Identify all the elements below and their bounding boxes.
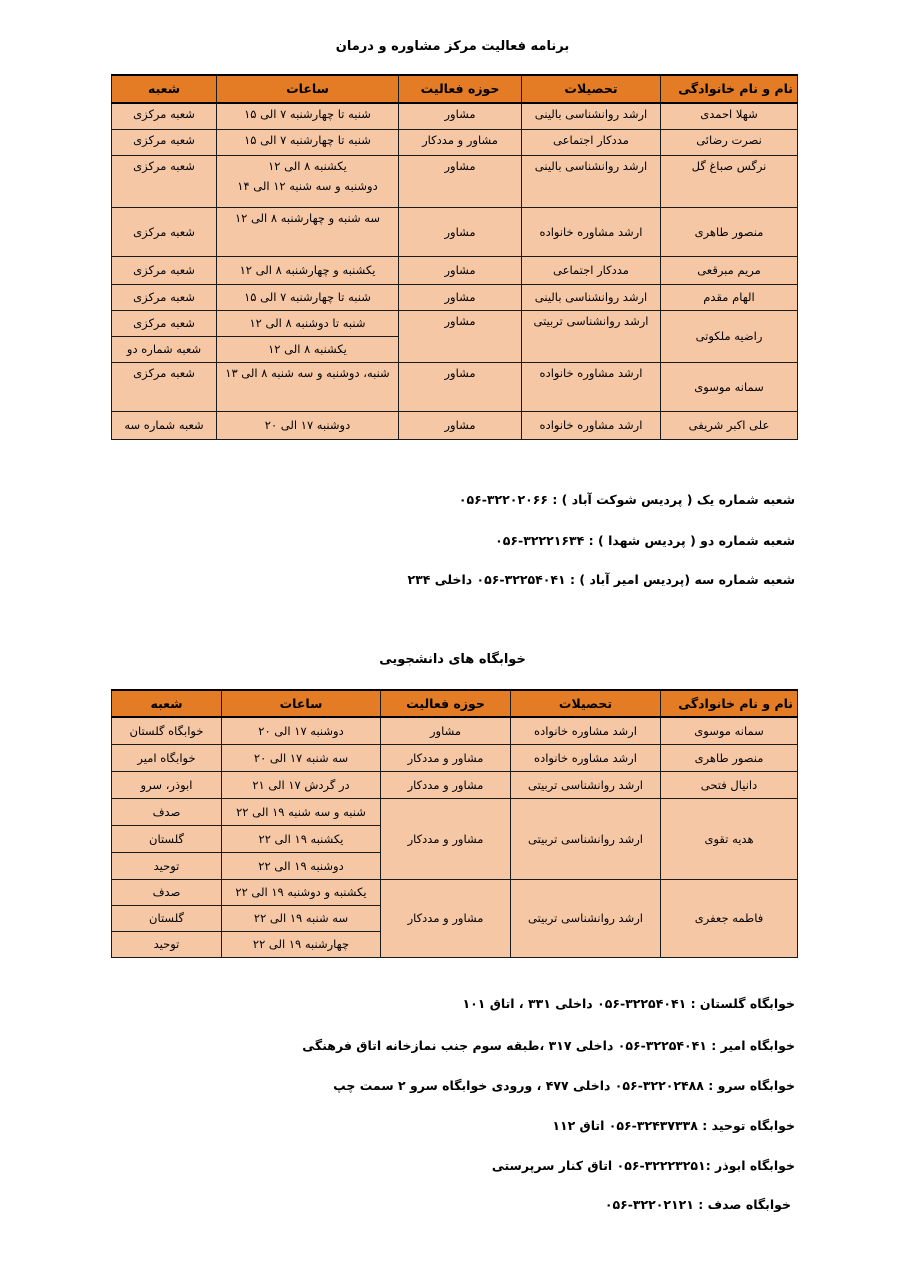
dorm-info-amir: خوابگاه امیر : ۳۲۲۵۴۰۴۱-۰۵۶ داخلی ۳۱۷ ،طبقه سوم جنب نمازخانه اتاق فرهنگی xyxy=(302,1038,795,1053)
table-row xyxy=(112,411,798,439)
cell-activity: مشاور و مددکار xyxy=(381,771,511,798)
cell-activity: مشاور xyxy=(399,362,522,411)
cell-branch: شعبه مرکزی xyxy=(112,256,217,284)
cell-branch: توحید xyxy=(112,852,222,879)
cell-education: ارشد مشاوره خانواده xyxy=(511,744,661,771)
cell-branch: گلستان xyxy=(112,905,222,931)
header-name: نام و نام خانوادگی xyxy=(661,690,798,717)
table-row xyxy=(112,717,798,744)
header-name: نام و نام خانوادگی xyxy=(661,75,798,103)
cell-hours: سه شنبه ۱۹ الی ۲۲ xyxy=(222,905,381,931)
cell-branch: شعبه مرکزی xyxy=(112,207,217,256)
cell-name: مریم مبرقعی xyxy=(661,256,798,284)
table-row xyxy=(112,362,798,411)
cell-name: الهام مقدم xyxy=(661,284,798,310)
cell-name: نصرت رضائی xyxy=(661,129,798,155)
cell-activity: مشاور و مددکار xyxy=(381,879,511,957)
cell-hours: یکشنبه ۸ الی ۱۲ xyxy=(217,336,399,362)
cell-branch: شعبه مرکزی xyxy=(112,284,217,310)
branch-info-2: شعبه شماره دو ( پردیس شهدا ) : ۳۲۲۲۱۶۳۴-۰۵۶ xyxy=(495,533,795,548)
cell-hours: شنبه تا چهارشنبه ۷ الی ۱۵ xyxy=(217,103,399,129)
cell-branch: شعبه مرکزی xyxy=(112,362,217,411)
cell-hours: چهارشنبه ۱۹ الی ۲۲ xyxy=(222,931,381,957)
table-row xyxy=(112,155,798,207)
dorms-title: خوابگاه های دانشجویی xyxy=(379,652,526,667)
cell-hours xyxy=(217,155,399,207)
cell-branch: شعبه مرکزی xyxy=(112,310,217,336)
table-row xyxy=(112,879,798,905)
cell-branch: شعبه شماره دو xyxy=(112,336,217,362)
cell-activity: مشاور و مددکار xyxy=(381,798,511,879)
cell-name: هدیه تقوی xyxy=(661,798,798,879)
cell-name: منصور طاهری xyxy=(661,207,798,256)
cell-activity: مشاور xyxy=(399,411,522,439)
cell-name: منصور طاهری xyxy=(661,744,798,771)
cell-activity: مشاور xyxy=(399,256,522,284)
dorms-table xyxy=(111,689,798,958)
cell-education: ارشد روانشناسی بالینی xyxy=(522,155,661,207)
header-hours: ساعات xyxy=(217,75,399,103)
hours-line: یکشنبه ۸ الی ۱۲ xyxy=(268,158,347,173)
table-row xyxy=(112,256,798,284)
cell-activity: مشاور xyxy=(399,284,522,310)
cell-branch: شعبه شماره سه xyxy=(112,411,217,439)
cell-hours: شنبه و سه شنبه ۱۹ الی ۲۲ xyxy=(222,798,381,825)
cell-hours: شنبه تا چهارشنبه ۷ الی ۱۵ xyxy=(217,129,399,155)
cell-hours: دوشنبه ۱۹ الی ۲۲ xyxy=(222,852,381,879)
cell-education: ارشد روانشناسی بالینی xyxy=(522,284,661,310)
cell-education: ارشد روانشناسی تربیتی xyxy=(511,798,661,879)
header-hours: ساعات xyxy=(222,690,381,717)
cell-education: ارشد روانشناسی بالینی xyxy=(522,103,661,129)
dorm-info-sarv: خوابگاه سرو : ۳۲۲۰۲۴۸۸-۰۵۶ داخلی ۴۷۷ ، ورودی خوابگاه سرو ۲ سمت چپ xyxy=(333,1078,795,1093)
cell-education: ارشد مشاوره خانواده xyxy=(522,362,661,411)
cell-hours: شنبه تا چهارشنبه ۷ الی ۱۵ xyxy=(217,284,399,310)
header-activity: حوزه فعالیت xyxy=(399,75,522,103)
cell-activity: مشاور xyxy=(399,155,522,207)
table-row xyxy=(112,103,798,129)
header-education: تحصیلات xyxy=(511,690,661,717)
cell-name: فاطمه جعفری xyxy=(661,879,798,957)
cell-name: سمانه موسوی xyxy=(661,362,798,411)
cell-name: شهلا احمدی xyxy=(661,103,798,129)
cell-name: علی اکبر شریفی xyxy=(661,411,798,439)
cell-hours: یکشنبه ۱۹ الی ۲۲ xyxy=(222,825,381,852)
cell-activity: مشاور و مددکار xyxy=(381,744,511,771)
dorm-info-abuzar: خوابگاه ابوذر :۳۲۲۲۳۲۵۱-۰۵۶ اتاق کنار سرپرستی xyxy=(491,1158,795,1173)
counseling-table xyxy=(111,74,798,440)
cell-branch: صدف xyxy=(112,879,222,905)
table-row xyxy=(112,744,798,771)
header-education: تحصیلات xyxy=(522,75,661,103)
header-branch: شعبه xyxy=(112,690,222,717)
cell-education: ارشد روانشناسی تربیتی xyxy=(511,879,661,957)
cell-hours: سه شنبه و چهارشنبه ۸ الی ۱۲ xyxy=(217,207,399,256)
table-row xyxy=(112,798,798,825)
counseling-title: برنامه فعالیت مرکز مشاوره و درمان xyxy=(335,39,570,54)
branch-info-1: شعبه شماره یک ( پردیس شوکت آباد ) : ۳۲۲۰۲۰۶۶-۰۵۶ xyxy=(458,492,795,507)
table-row xyxy=(112,129,798,155)
cell-activity: مشاور xyxy=(381,717,511,744)
cell-hours: یکشنبه و چهارشنبه ۸ الی ۱۲ xyxy=(217,256,399,284)
cell-branch: خوابگاه گلستان xyxy=(112,717,222,744)
cell-education: ارشد مشاوره خانواده xyxy=(511,717,661,744)
cell-branch: گلستان xyxy=(112,825,222,852)
cell-education: ارشد روانشناسی تربیتی xyxy=(522,310,661,362)
dorm-info-tohid: خوابگاه توحید : ۳۲۴۳۷۳۳۸-۰۵۶ اتاق ۱۱۲ xyxy=(552,1118,795,1133)
table-row xyxy=(112,310,798,336)
cell-branch: خوابگاه امیر xyxy=(112,744,222,771)
header-activity: حوزه فعالیت xyxy=(381,690,511,717)
cell-branch: ابوذر، سرو xyxy=(112,771,222,798)
cell-hours: شنبه، دوشنبه و سه شنبه ۸ الی ۱۳ xyxy=(217,362,399,411)
cell-hours: شنبه تا دوشنبه ۸ الی ۱۲ xyxy=(217,310,399,336)
header-branch: شعبه xyxy=(112,75,217,103)
cell-education: مددکار اجتماعی xyxy=(522,129,661,155)
cell-education: ارشد روانشناسی تربیتی xyxy=(511,771,661,798)
dorm-info-sadaf: خوابگاه صدف : ۳۲۲۰۲۱۲۱-۰۵۶ xyxy=(604,1197,791,1212)
cell-hours: دوشنبه ۱۷ الی ۲۰ xyxy=(217,411,399,439)
cell-activity: مشاور و مددکار xyxy=(399,129,522,155)
cell-branch: توحید xyxy=(112,931,222,957)
cell-branch: شعبه مرکزی xyxy=(112,155,217,207)
cell-hours: یکشنبه و دوشنبه ۱۹ الی ۲۲ xyxy=(222,879,381,905)
cell-hours: دوشنبه ۱۷ الی ۲۰ xyxy=(222,717,381,744)
table-row xyxy=(112,284,798,310)
dorm-info-golestan: خوابگاه گلستان : ۳۲۲۵۴۰۴۱-۰۵۶ داخلی ۳۳۱ ، اتاق ۱۰۱ xyxy=(462,996,795,1011)
cell-hours: در گردش ۱۷ الی ۲۱ xyxy=(222,771,381,798)
cell-education: ارشد مشاوره خانواده xyxy=(522,411,661,439)
cell-education: ارشد مشاوره خانواده xyxy=(522,207,661,256)
cell-activity: مشاور xyxy=(399,103,522,129)
cell-name: راضیه ملکوتی xyxy=(661,310,798,362)
cell-name: نرگس صباغ گل xyxy=(661,155,798,207)
table-row xyxy=(112,207,798,256)
cell-activity: مشاور xyxy=(399,310,522,362)
cell-name: دانیال فتحی xyxy=(661,771,798,798)
table-row xyxy=(112,771,798,798)
cell-education: مددکار اجتماعی xyxy=(522,256,661,284)
cell-hours: سه شنبه ۱۷ الی ۲۰ xyxy=(222,744,381,771)
cell-branch: شعبه مرکزی xyxy=(112,129,217,155)
cell-activity: مشاور xyxy=(399,207,522,256)
cell-name: سمانه موسوی xyxy=(661,717,798,744)
cell-branch: شعبه مرکزی xyxy=(112,103,217,129)
cell-branch: صدف xyxy=(112,798,222,825)
branch-info-3: شعبه شماره سه (پردیس امیر آباد ) : ۳۲۲۵۴۰۴۱-۰۵۶ داخلی ۲۳۴ xyxy=(407,572,795,587)
hours-line: دوشنبه و سه شنبه ۱۲ الی ۱۴ xyxy=(237,178,378,193)
